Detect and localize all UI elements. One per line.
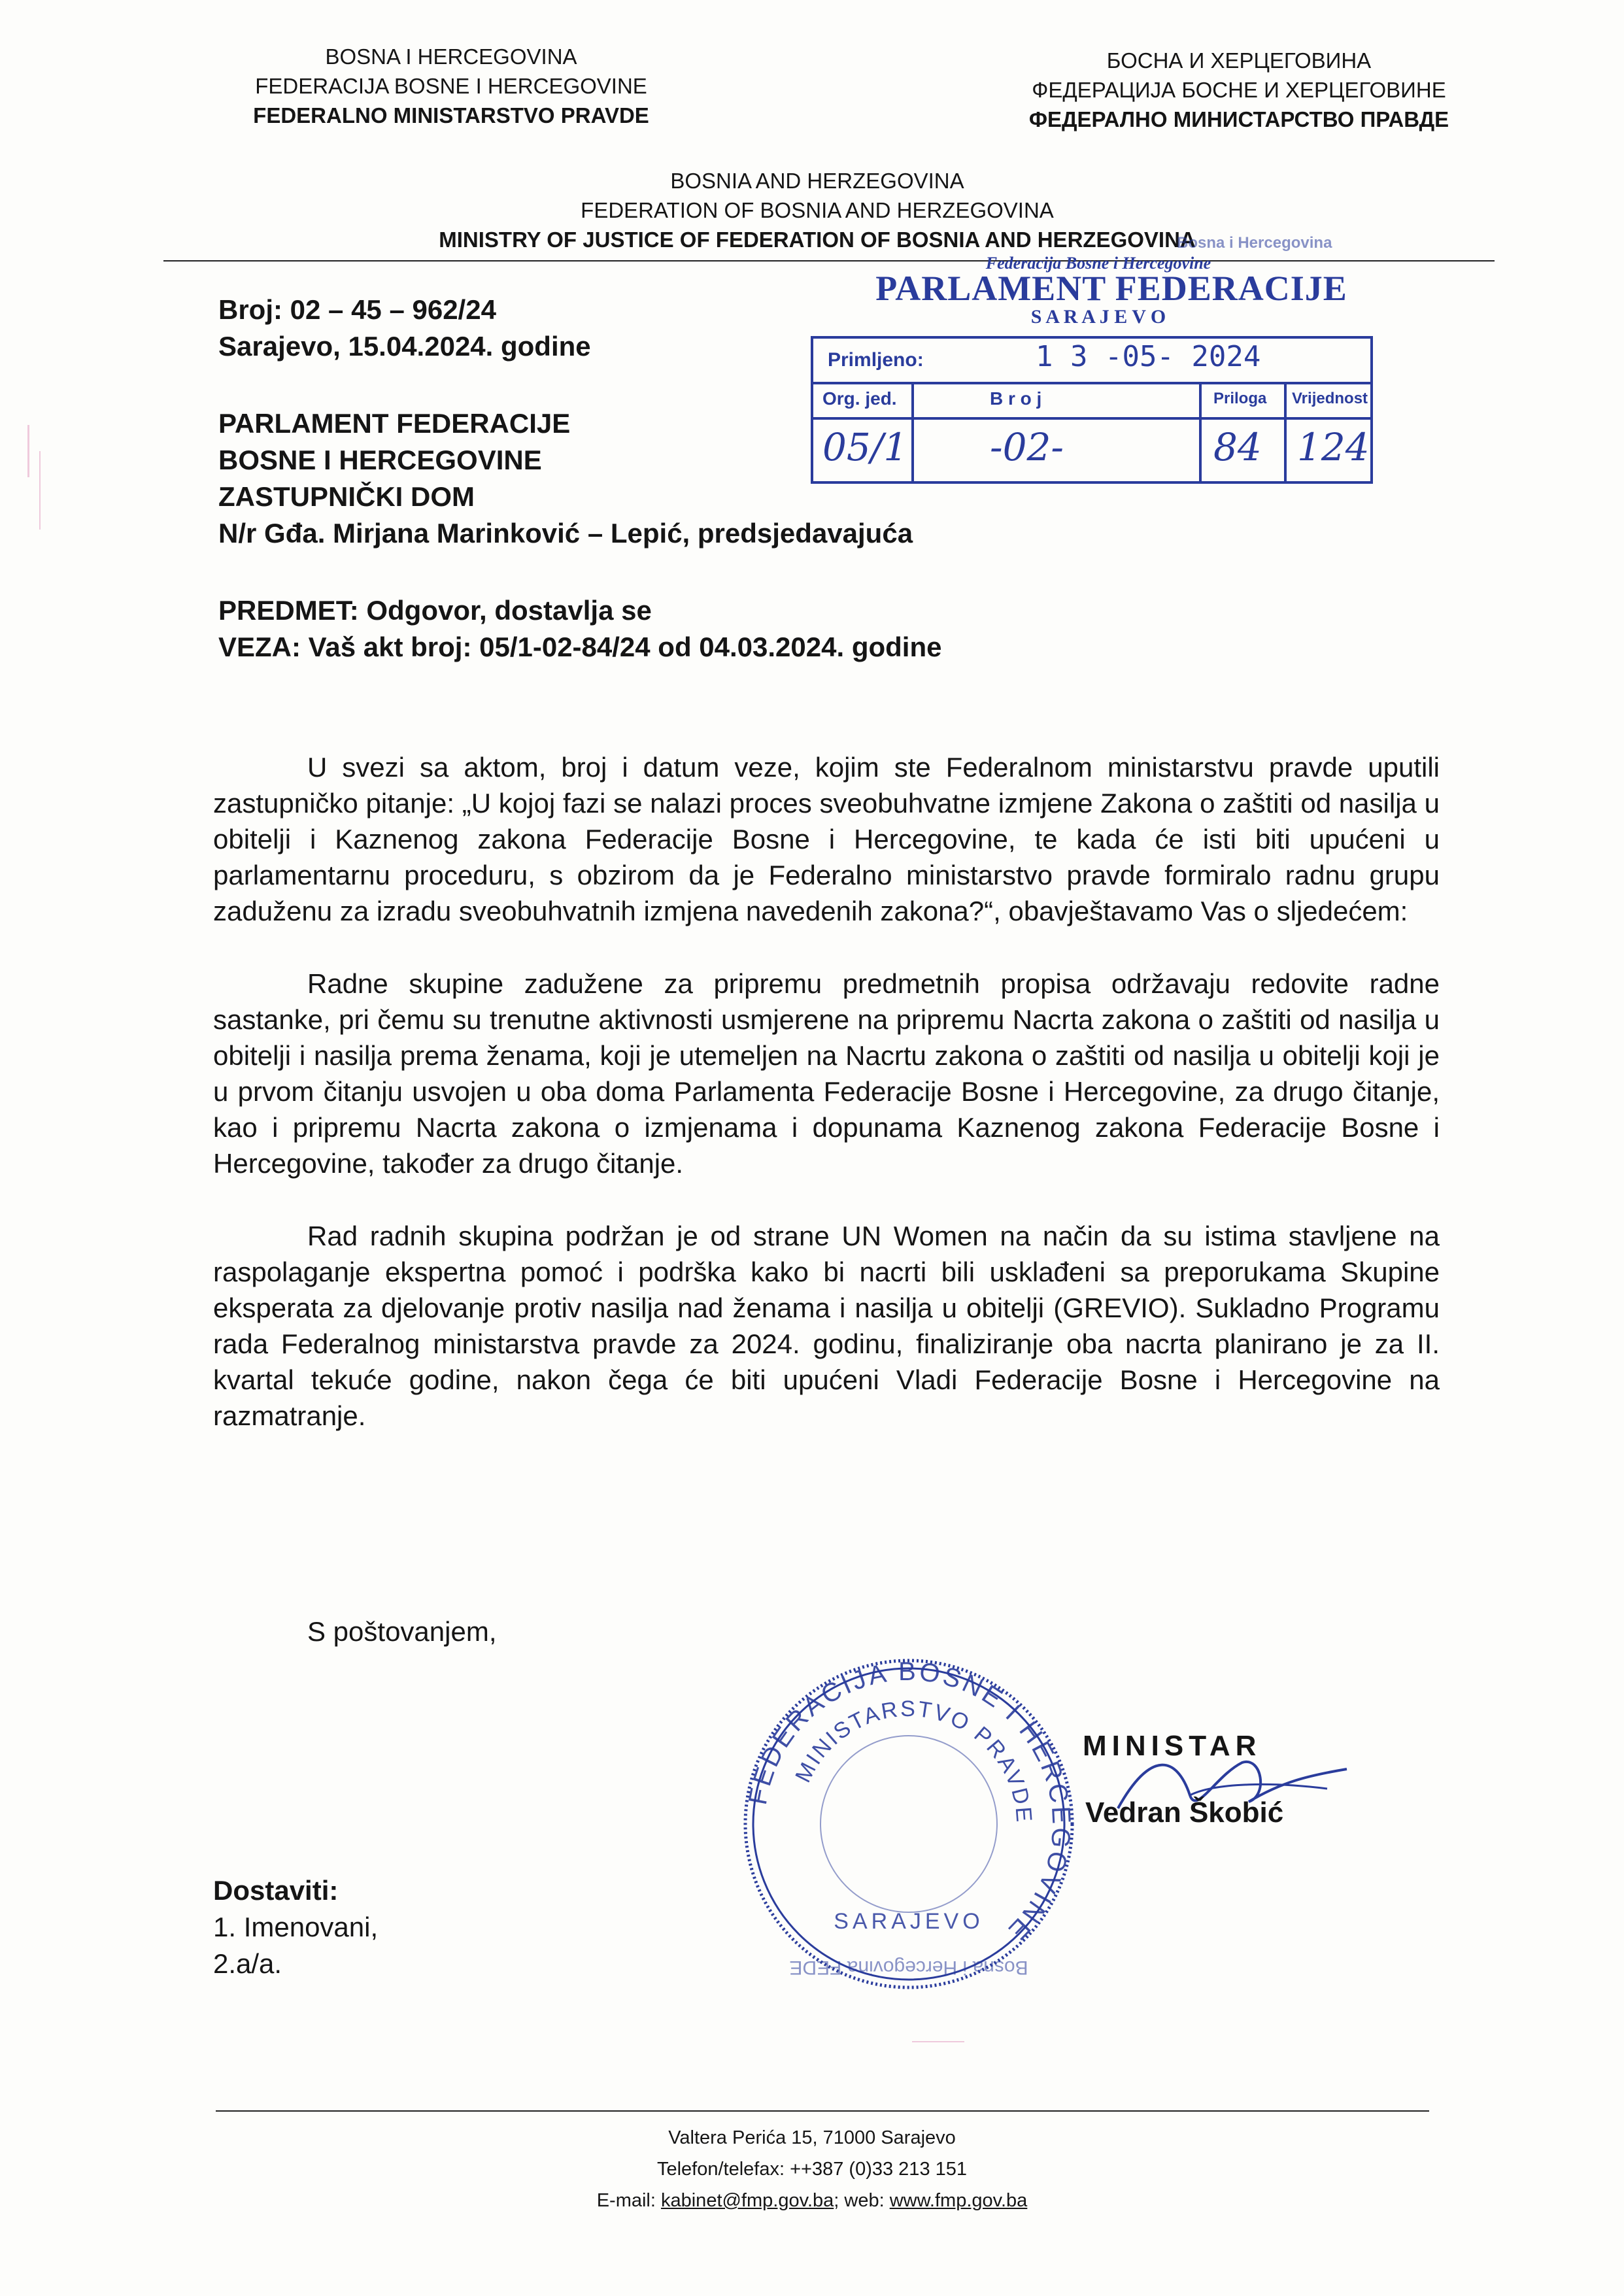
stamp-col-vrijednost: Vrijednost [1292, 390, 1368, 407]
stamp-sub-line: Federacija Bosne i Hercegovine [985, 254, 1211, 273]
stamp-received-date: 1 3 -05- 2024 [1036, 340, 1261, 373]
paragraph-1: U svezi sa aktom, broj i datum veze, kojim ste Federalnom ministarstvu pravde uputili zastupničko pitanje: „U kojoj fazi se nalazi proces sveobuhvatne izmjene Zakona o zaštiti od nasilja u obitelji i Kaznenog zakona Federacije Bosne i Hercegovine, te kada će isti biti upućeni u parlamentarnu proceduru, s obzirom da je Federalno ministarstvo pravde formiralo radnu grupu zaduženu za izradu sveobuhvatnih izmjena navedenih zakona?“, obavještavamo Vas o sljedećem: [213, 752, 1440, 926]
footer-web-label: ; web: [834, 2190, 885, 2211]
footer-phone: Telefon/telefax: ++387 (0)33 213 151 [656, 2159, 968, 2180]
pink-mark-left-2 [39, 451, 41, 530]
signature-block [1059, 1723, 1425, 1854]
seal-mirrored-text: Bosna i Hercegovina FEDE [789, 1957, 1028, 1978]
addressee-line-3: ZASTUPNIČKI DOM [218, 481, 475, 512]
stamp-col-broj: B r o j [990, 388, 1042, 409]
letterhead-cyrillic-line-1: БОСНА И ХЕРЦЕГОВИНА [1106, 48, 1372, 73]
letterhead-latin-line-2: FEDERACIJA BOSNE I HERCEGOVINE [255, 74, 647, 98]
footer-web-link[interactable]: www.fmp.gov.ba [889, 2190, 1028, 2211]
distribution-item-2: 2.a/a. [213, 1948, 282, 1979]
reference-place-date: Sarajevo, 15.04.2024. godine [218, 331, 591, 362]
letterhead-english-line-2: FEDERATION OF BOSNIA AND HERZEGOVINA [581, 198, 1054, 222]
letterhead-english-line-1: BOSNIA AND HERZEGOVINA [670, 169, 964, 193]
stamp-val-vrijednost: 124 [1297, 425, 1370, 469]
footer [0, 2122, 1624, 2216]
footer-email-label: E-mail: [596, 2190, 656, 2211]
letterhead-cyrillic-line-3: ФЕДЕРАЛНО МИНИСТАРСТВО ПРАВДЕ [1028, 107, 1449, 131]
stamp-city: S A R A J E V O [1030, 306, 1166, 328]
reference-number: Broj: 02 – 45 – 962/24 [218, 294, 496, 325]
distribution-block [213, 1872, 671, 1982]
addressee-line-1: PARLAMENT FEDERACIJE [218, 408, 571, 439]
letterhead-latin-line-3: FEDERALNO MINISTARSTVO PRAVDE [253, 103, 649, 127]
letterhead-cyrillic [1000, 46, 1478, 134]
subject-block [218, 592, 1461, 666]
footer-address: Valtera Perića 15, 71000 Sarajevo [668, 2127, 956, 2148]
addressee-line-2: BOSNE I HERCEGOVINE [218, 445, 542, 475]
letterhead-english-line-3: MINISTRY OF JUSTICE OF FEDERATION OF BOSNIA AND HERZEGOVINA [439, 228, 1196, 252]
letterhead-english [405, 166, 1229, 254]
addressee-block [218, 405, 1395, 552]
reference-block [218, 292, 807, 365]
footer-contact [0, 2185, 1624, 2216]
letter-body [213, 749, 1440, 1434]
closing: S poštovanjem, [307, 1616, 497, 1647]
letterhead-cyrillic-line-2: ФЕДЕРАЦИЈА БОСНЕ И ХЕРЦЕГОВИНЕ [1032, 78, 1446, 102]
stamp-val-broj: -02- [990, 425, 1064, 469]
seal-outer-text: FEDERACIJA BOSNE I HERCEGOVINE [743, 1657, 1076, 1947]
seal-inner-text: MINISTARSTVO PRAVDE [790, 1696, 1037, 1825]
stamp-col-org: Org. jed. [822, 388, 897, 409]
distribution-heading: Dostaviti: [213, 1875, 339, 1906]
pink-mark-bottom [912, 2041, 964, 2042]
letterhead-latin [196, 42, 706, 130]
footer-email-link[interactable]: kabinet@fmp.gov.ba [660, 2190, 834, 2211]
subject-predmet: PREDMET: Odgovor, dostavlja se [218, 595, 652, 626]
stamp-received-label: Primljeno: [828, 349, 924, 371]
paragraph-3: Rad radnih skupina podržan je od strane UN Women na način da su istima stavljene na raspolaganje ekspertna pomoć i podrška kako bi nacrti bili usklađeni sa preporukama Skupine eksperata za djelovanje protiv nasilja nad ženama i nasilja u obitelji (GREVIO). Sukladno Programu rada Federalnog ministarstva pravde za 2024. godinu, finaliziranje oba nacrta planirano je za II. kvartal tekuće godine, nakon čega će biti upućeni Vladi Federacije Bosne i Hercegovine na razmatranje. [213, 1221, 1440, 1431]
pink-mark-left [27, 425, 29, 477]
signature-title: MINISTAR [1083, 1730, 1262, 1762]
stamp-top-line: Bosna i Hercegovina [1177, 234, 1332, 252]
seal-bottom-text: SARAJEVO [834, 1909, 984, 1934]
distribution-item-1: 1. Imenovani, [213, 1912, 379, 1942]
paragraph-2: Radne skupine zadužene za pripremu predmetnih propisa održavaju redovite radne sastanke, pri čemu su trenutne aktivnosti usmjerene na pripremu Nacrta zakona o zaštiti od nasilja u obitelji i nasilja prema ženama, koji je utemeljen na Nacrtu zakona o zaštiti od nasilja u obitelji koji je u prvom čitanju usvojen u oba doma Parlamenta Federacije Bosne i Hercegovine, za drugo čitanje, kao i pripremu Nacrta zakona o izmjenama i dopunama Kaznenog zakona Federacije Bosne i Hercegovine, također za drugo čitanje. [213, 968, 1440, 1179]
subject-veza: VEZA: Vaš akt broj: 05/1-02-84/24 od 04.03.2024. godine [218, 632, 942, 662]
stamp-title: PARLAMENT FEDERACIJE [875, 269, 1347, 308]
ministry-seal [719, 1654, 1098, 1994]
addressee-line-4: N/r Gđa. Mirjana Marinković – Lepić, predsjedavajuća [218, 518, 913, 549]
stamp-col-prilog: Priloga [1213, 390, 1267, 407]
stamp-row-received [813, 339, 1370, 384]
stamp-val-org: 05/1 [822, 425, 908, 469]
signature-name: Vedran Škobić [1085, 1797, 1284, 1829]
footer-divider [216, 2110, 1429, 2112]
stamp-val-prilog: 84 [1213, 425, 1262, 469]
letterhead-latin-line-1: BOSNA I HERCEGOVINA [325, 44, 577, 69]
